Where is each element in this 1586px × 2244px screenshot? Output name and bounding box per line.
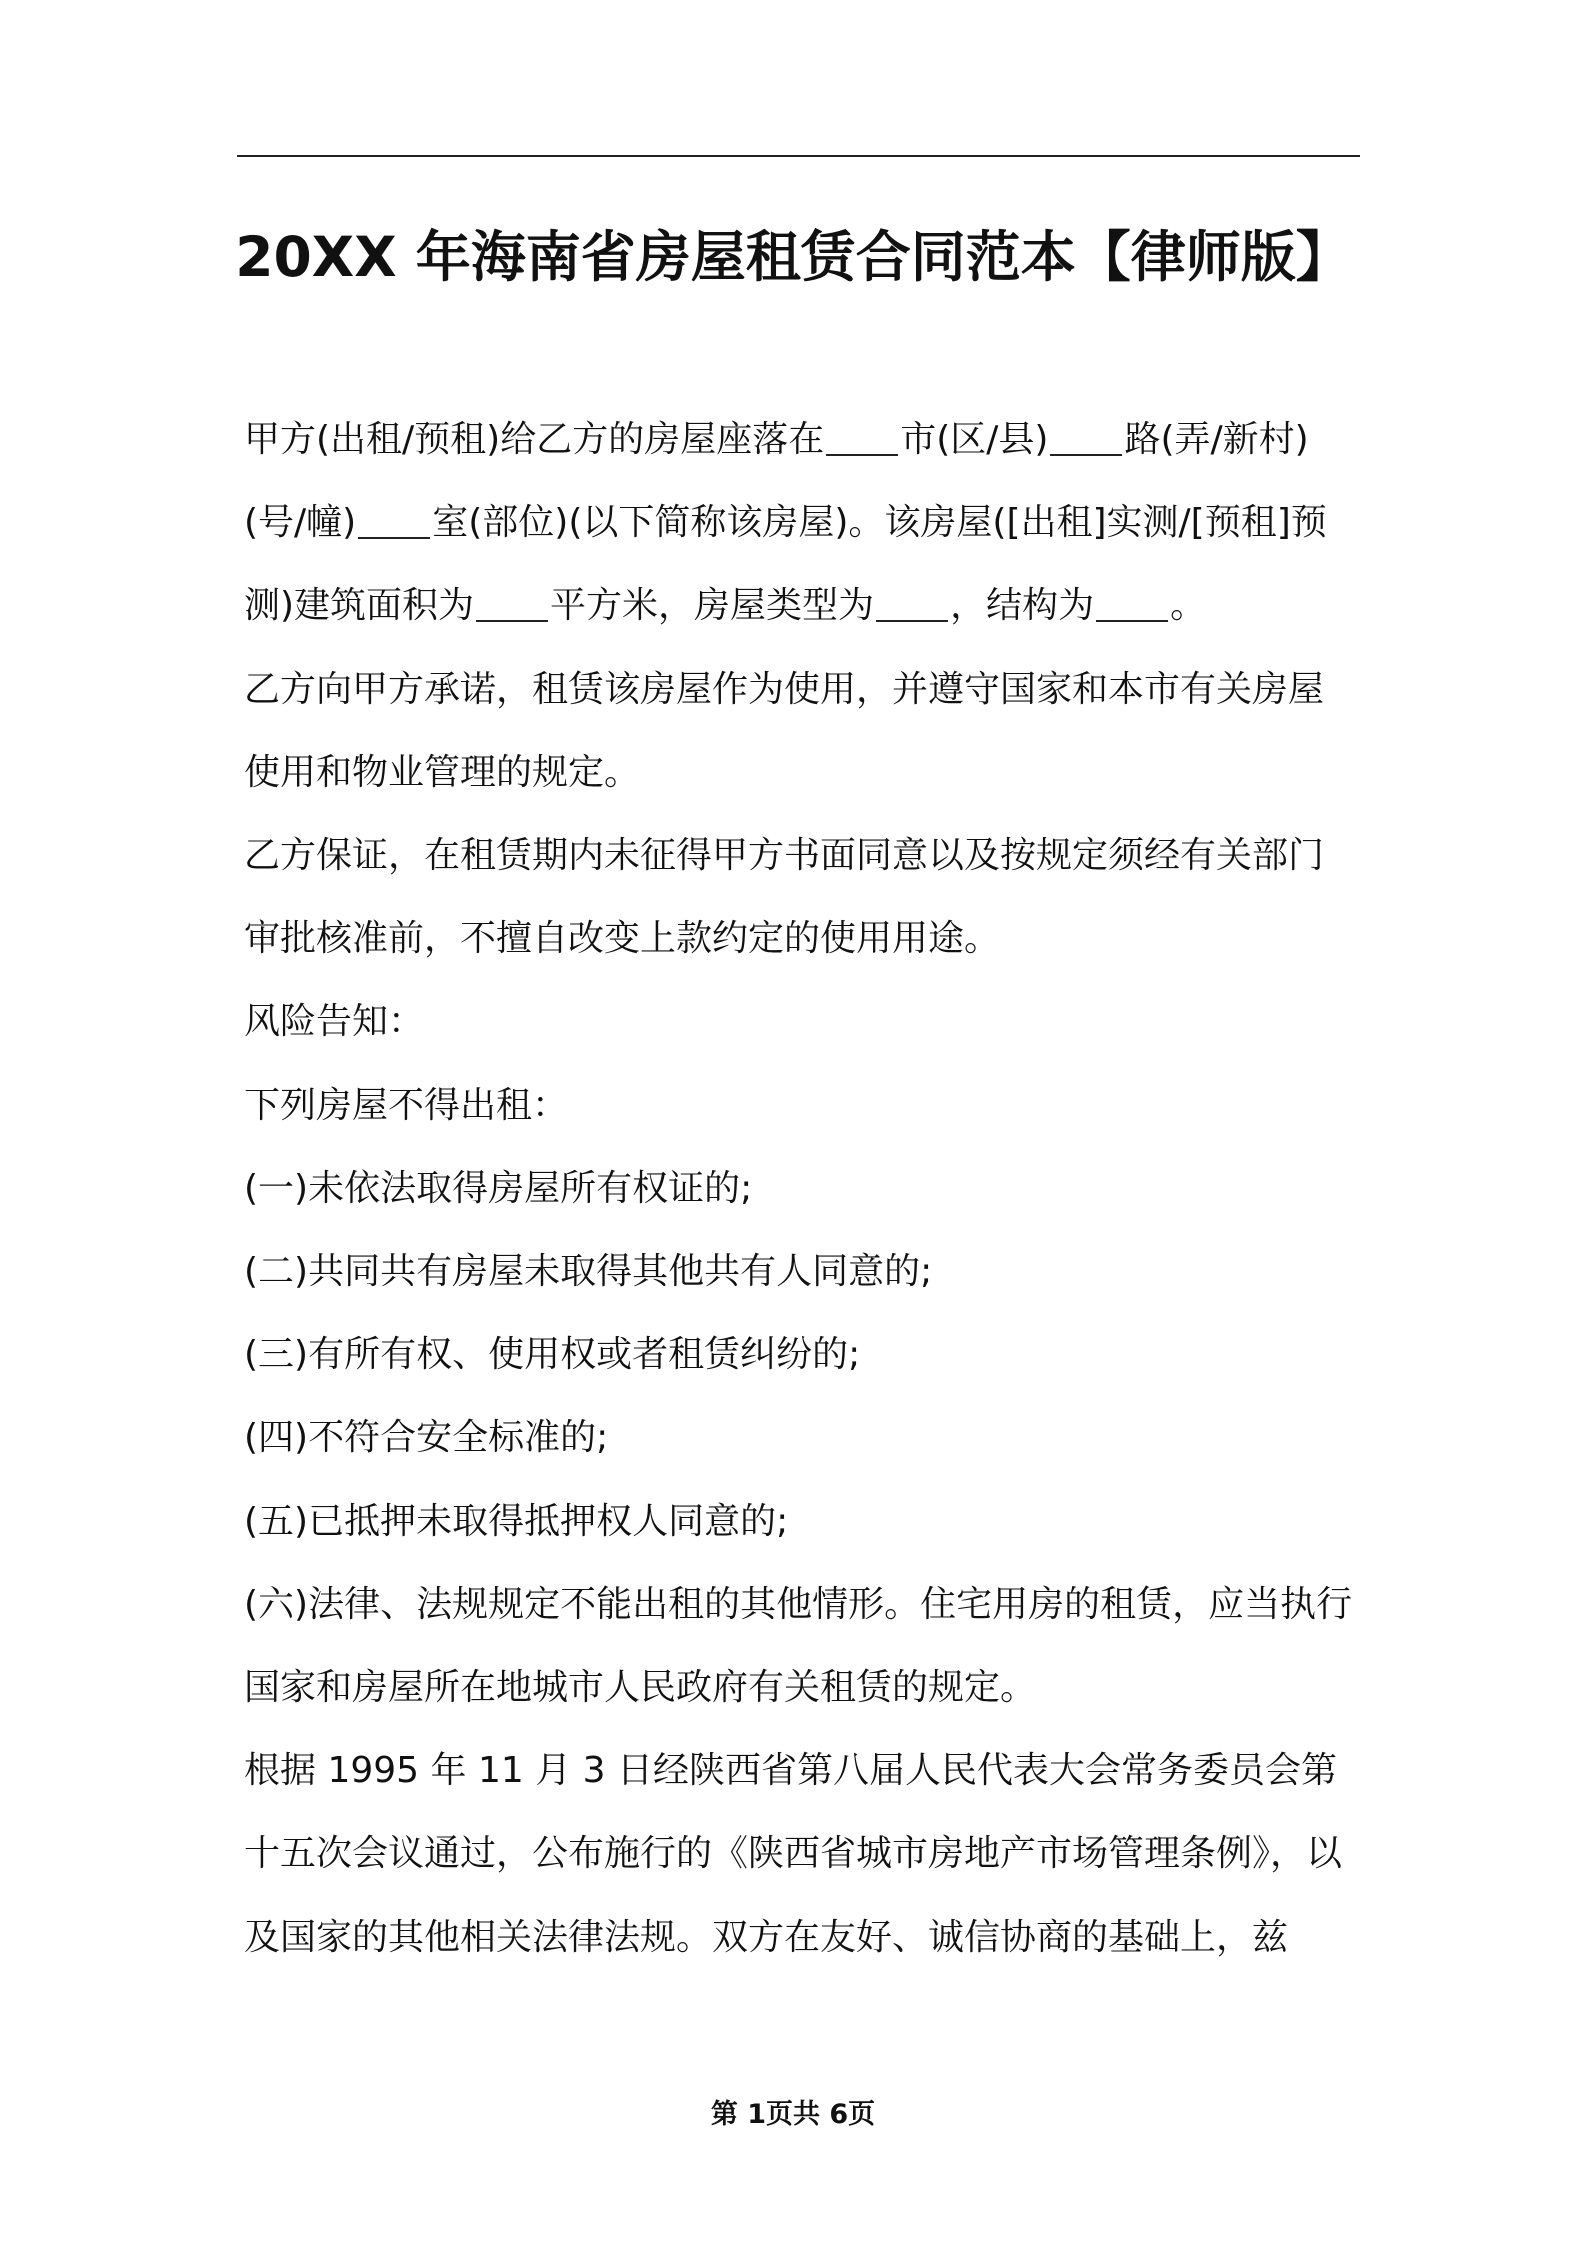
paragraph-prohibited-heading: 下列房屋不得出租： <box>244 1084 569 1126</box>
list-item: (四)不符合安全标准的; <box>244 1417 609 1459</box>
text-segment: 甲方(出租/预租)给乙方的房屋座落在 <box>244 419 825 460</box>
list-item: (五)已抵押未取得抵押权人同意的; <box>244 1500 789 1542</box>
document-body <box>244 398 1359 1979</box>
text-segment: 路(弄/新村)(号/幢) <box>244 419 1309 544</box>
fill-blank <box>1096 584 1168 622</box>
list-item: (二)共同共有房屋未取得其他共有人同意的; <box>244 1251 933 1293</box>
text-segment: ，结构为 <box>950 585 1095 627</box>
paragraph-legal-basis: 根据 1995 年 11 月 3 日经陕西省第八届人民代表大会常务委员会第十五次会议通过，公布施行的《陕西省城市房地产市场管理条例》，以及国家的其他相关法律法规。双方在友好、诚信协商的基础上，兹 <box>244 1750 1343 1958</box>
paragraph-risk-notice-heading: 风险告知： <box>244 1001 425 1043</box>
page-number: 第 1页共 6页 <box>710 2099 876 2130</box>
document-title: 20XX 年海南省房屋租赁合同范本【律师版】 <box>235 225 1351 289</box>
paragraph-property-description <box>244 398 1359 648</box>
text-segment: 。 <box>1170 585 1207 627</box>
list-item: (一)未依法取得房屋所有权证的; <box>244 1167 753 1209</box>
paragraph-usage-promise: 乙方向甲方承诺，租赁该房屋作为使用，并遵守国家和本市有关房屋使用和物业管理的规定。 <box>244 668 1325 793</box>
fill-blank <box>826 418 898 456</box>
text-segment: 室(部位)(以下简称该房屋)。该房屋([出租]实测/[预租]预测)建筑面积为 <box>244 502 1327 627</box>
text-segment: 市(区/县) <box>900 419 1049 460</box>
text-segment: 平方米，房屋类型为 <box>550 585 875 627</box>
paragraph-usage-guarantee: 乙方保证，在租赁期内未征得甲方书面同意以及按规定须经有关部门审批核准前，不擅自改变上款约定的使用用途。 <box>244 835 1325 960</box>
fill-blank <box>358 501 430 539</box>
fill-blank <box>876 584 948 622</box>
fill-blank <box>1050 418 1122 456</box>
list-item: (六)法律、法规规定不能出租的其他情形。住宅用房的租赁，应当执行国家和房屋所在地城市人民政府有关租赁的规定。 <box>244 1583 1353 1709</box>
list-item: (三)有所有权、使用权或者租赁纠纷的; <box>244 1334 861 1376</box>
header-rule <box>237 155 1360 157</box>
fill-blank <box>476 584 548 622</box>
